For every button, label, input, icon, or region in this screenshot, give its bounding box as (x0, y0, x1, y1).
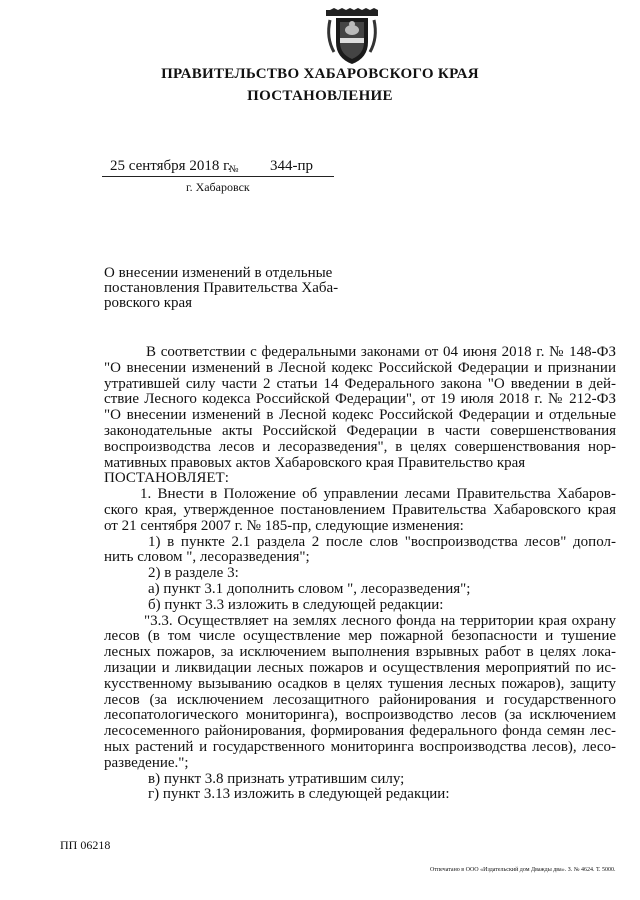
subject-line: О внесении изменений в отдельные (104, 265, 333, 281)
body-line: лесных пожаров, за исключением выполнения взрывных работ в целях лока- (104, 644, 616, 661)
body-line: мативных правовых актов Хабаровского края Правительство края (104, 454, 526, 471)
body-line: 1. Внести в Положение об управлении лесами Правительства Хабаров- (140, 486, 616, 503)
body-line: лесов (в том числе осуществление мер пожарной безопасности и тушение (104, 628, 616, 645)
date-underline (102, 176, 334, 177)
body-line: б) пункт 3.3 изложить в следующей редакции: (148, 596, 444, 613)
body-line: утратившей силу части 2 статьи 14 Федерального закона "О введении в дей- (104, 375, 616, 392)
body-line: в) пункт 3.8 признать утратившим силу; (148, 770, 405, 787)
number-sign: № (229, 164, 239, 175)
body-line: 1) в пункте 2.1 раздела 2 после слов "воспроизводства лесов" допол- (148, 533, 616, 550)
print-note: Отпечатано в ООО «Издательский дом Дважды два». З. № 4624. Т. 5000. (430, 867, 616, 873)
body-line: а) пункт 3.1 дополнить словом ", лесоразведения"; (148, 580, 471, 597)
body-line: лесопатологического мониторинга), воспроизводство лесов (за исключением (104, 707, 616, 724)
coat-of-arms-icon (322, 8, 382, 66)
document-code: ПП 06218 (60, 838, 111, 852)
body-line: нить словом ", лесоразведения"; (104, 549, 310, 566)
document-date: 25 сентября 2018 г. (110, 158, 232, 174)
document-type-title: ПОСТАНОВЛЕНИЕ (247, 88, 393, 104)
body-line: лизации и ликвидации лесных пожаров и осуществления мероприятий по ис- (104, 659, 616, 676)
body-line: от 21 сентября 2007 г. № 185-пр, следующие изменения: (104, 517, 464, 534)
body-line: ствие Лесного кодекса Российской Федерации", от 19 июля 2018 г. № 212-ФЗ (104, 391, 616, 408)
authority-title: ПРАВИТЕЛЬСТВО ХАБАРОВСКОГО КРАЯ (161, 66, 479, 82)
body-line: г) пункт 3.13 изложить в следующей редакции: (148, 786, 450, 803)
body-line: "3.3. Осуществляет на землях лесного фонда на территории края охрану (144, 612, 616, 629)
subject-line: постановления Правительства Хаба- (104, 280, 339, 296)
body-line: воспроизводства лесов и лесоразведения", в целях совершенствования нор- (104, 438, 616, 455)
body-line: "О внесении изменений в Лесной кодекс Российской Федерации и отдельные (104, 407, 616, 424)
document-number: 344-пр (270, 158, 314, 174)
document-subject (104, 266, 364, 311)
body-line: ского края, утвержденное постановлением Правительства Хабаровского края (104, 501, 616, 518)
body-line: разведение."; (104, 754, 189, 771)
body-line: законодательные акты Российской Федерации в части совершенствования (104, 422, 616, 439)
body-line: лесов (за исключением лесозащитного районирования и государственного (104, 691, 616, 708)
body-line: ных растений и государственного мониторинга воспроизводства лесов), лесо- (104, 738, 616, 755)
body-line: 2) в разделе 3: (148, 565, 239, 582)
body-line: кусственному вызыванию осадков в целях тушения лесных пожаров), защиту (104, 675, 616, 692)
document-city: г. Хабаровск (186, 180, 250, 194)
document-body (104, 345, 616, 803)
body-line: лесосеменного районирования, формирования федерального фонда семян лес- (104, 723, 616, 740)
subject-line: ровского края (104, 295, 193, 311)
body-line: "О внесении изменений в Лесной кодекс Российской Федерации и признании (104, 359, 616, 376)
body-line: ПОСТАНОВЛЯЕТ: (104, 470, 229, 487)
body-line: В соответствии с федеральными законами от 04 июня 2018 г. № 148-ФЗ (146, 344, 616, 360)
